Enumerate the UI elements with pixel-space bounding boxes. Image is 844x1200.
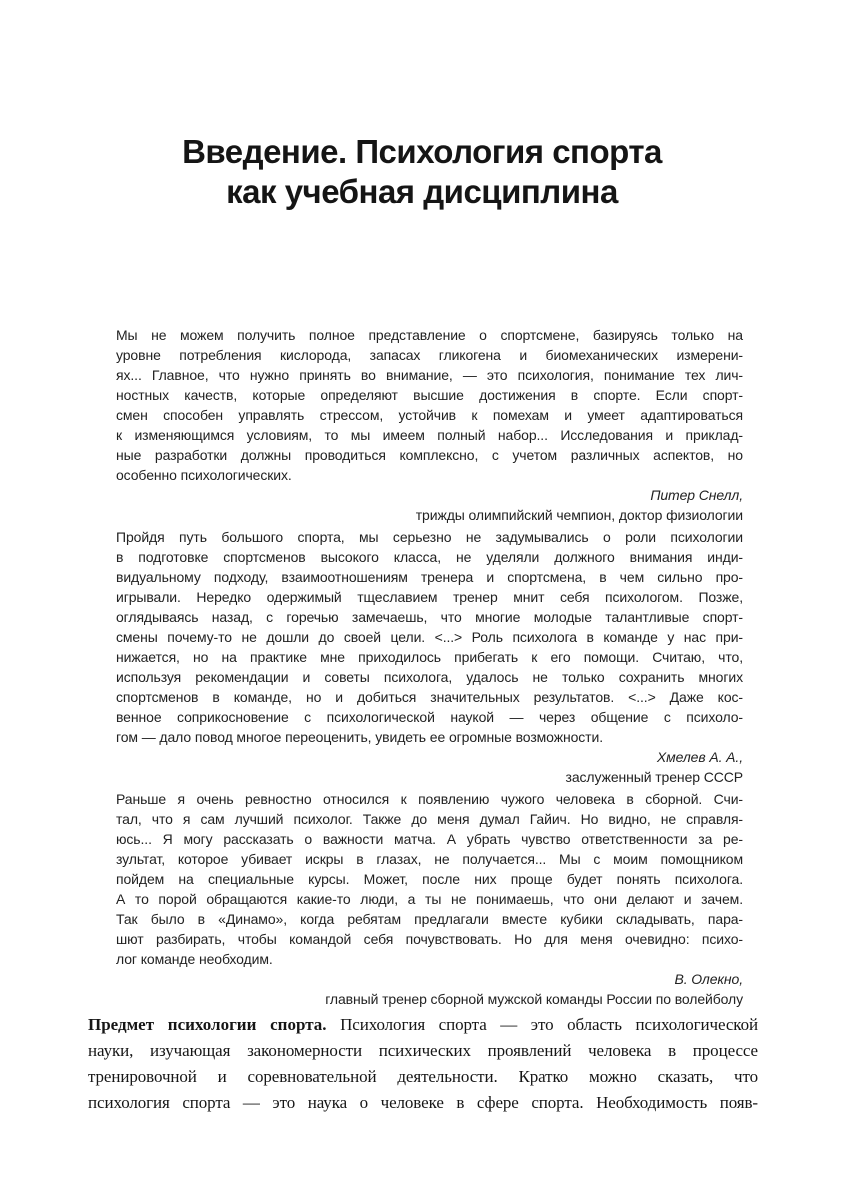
text-line: психология спорта — это наука о человеке в сфере спорта. Необходимость появ- (88, 1093, 758, 1112)
epigraph-snell (116, 325, 743, 525)
text-line: тренировочной и соревновательной деятельности. Кратко можно сказать, что (88, 1067, 758, 1086)
text-line: спортсменов в команде, но и добиться значительных результатов. <...> Даже кос- (116, 689, 743, 705)
text-line: оглядываясь назад, с горечью замечаешь, что многие молодые талантливые спорт- (116, 609, 743, 625)
text-line: гом — дало повод многое переоценить, увидеть ее огромные возможности. (116, 729, 603, 745)
epigraph-author: Питер Снелл, (650, 487, 743, 503)
text-line: уровне потребления кислорода, запасах гликогена и биомеханических измерени- (116, 347, 743, 363)
text-line: лог команде необходим. (116, 951, 273, 967)
page-title-line2: как учебная дисциплина (226, 173, 618, 211)
text-line: пойдем на специальные курсы. Может, после них проще будет понять психолога. (116, 871, 743, 887)
text-line: особенно психологических. (116, 467, 292, 483)
body-lead-bold: Предмет психологии спорта. (88, 1015, 327, 1034)
text-line: смен способен управлять стрессом, устойчив к помехам и умеет адаптироваться (116, 407, 743, 423)
text-line: Так было в «Динамо», когда ребятам предлагали вместе кубики складывать, пара- (116, 911, 743, 927)
text-line: Пройдя путь большого спорта, мы серьезно не задумывались о роли психологии (116, 529, 743, 545)
text-line: юсь... Я могу рассказать о важности матча. А убрать чувство ответственности за ре- (116, 831, 743, 847)
text-line: смены почему-то не дошли до своей цели. <...> Роль психолога в команде у нас при- (116, 629, 743, 645)
text-line: Мы не можем получить полное представление о спортсмене, базируясь только на (116, 327, 743, 343)
epigraph-text (116, 789, 743, 969)
epigraph-khmelev (116, 527, 743, 787)
text-line: зультат, которое убивает искры в глазах, не получается... Мы с моим помощником (116, 851, 743, 867)
epigraph-credit: трижды олимпийский чемпион, доктор физиологии (415, 507, 743, 523)
text-line: Раньше я очень ревностно относился к появлению чужого человека в сборной. Счи- (116, 791, 743, 807)
epigraph-attribution (116, 747, 743, 787)
body-first-line (88, 1012, 758, 1038)
epigraph-attribution (116, 485, 743, 525)
text-line: к изменяющимся условиям, то мы имеем полный набор... Исследования и приклад- (116, 427, 743, 443)
epigraph-credit: главный тренер сборной мужской команды России по волейболу (325, 991, 743, 1007)
body-text (88, 1038, 758, 1116)
body-paragraph (88, 1012, 758, 1116)
epigraph-text (116, 527, 743, 747)
epigraph-credit: заслуженный тренер СССР (565, 769, 743, 785)
text-line: ные разработки должны проводиться комплексно, с учетом различных аспектов, но (116, 447, 743, 463)
text-line: нижается, но на практике мне приходилось прибегать к его помощи. Считаю, что, (116, 649, 743, 665)
text-line: А то порой обращаются какие-то люди, а ты не понимаешь, что они делают и зачем. (116, 891, 743, 907)
body-first-line-rest: Психология спорта — это область психологической (326, 1015, 758, 1034)
text-line: венное соприкосновение с психологической наукой — через общение с психоло- (116, 709, 743, 725)
text-line: игрывали. Нередко одержимый тщеславием тренер мнит себя психологом. Позже, (116, 589, 743, 605)
page-title-line1: Введение. Психология спорта (182, 133, 662, 171)
epigraphs-section (116, 325, 743, 1011)
text-line: тал, что я сам лучший психолог. Также до меня думал Гайич. Но видно, не справля- (116, 811, 743, 827)
epigraph-text (116, 325, 743, 485)
text-line: шют разбирать, чтобы командой себя почувствовать. Но для меня очевидно: психо- (116, 931, 743, 947)
epigraph-author: Хмелев А. А., (656, 749, 743, 765)
epigraph-attribution (116, 969, 743, 1009)
text-line: используя рекомендации и советы психолога, удалось не только сохранить многих (116, 669, 743, 685)
text-line: ностных качеств, которые определяют высшие достижения в спорте. Если спорт- (116, 387, 743, 403)
page-title (0, 132, 844, 212)
epigraph-author: В. Олекно, (674, 971, 743, 987)
text-line: в подготовке спортсменов высокого класса, не уделяли должного внимания инди- (116, 549, 743, 565)
text-line: науки, изучающая закономерности психических проявлений человека в процессе (88, 1041, 758, 1060)
text-line: ях... Главное, что нужно принять во внимание, — это психология, понимание тех лич- (116, 367, 743, 383)
text-line: видуальному подходу, взаимоотношениям тренера и спортсмена, в чем сильно про- (116, 569, 743, 585)
epigraph-alekno (116, 789, 743, 1009)
